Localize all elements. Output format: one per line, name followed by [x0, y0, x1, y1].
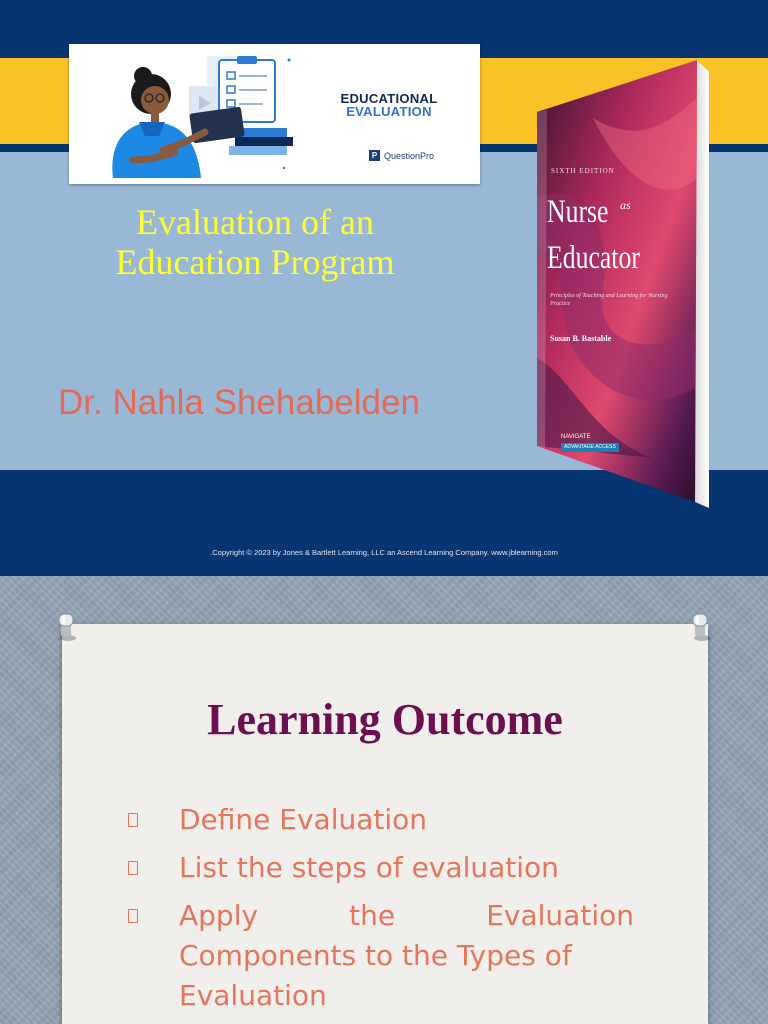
book-cover-art — [533, 58, 713, 510]
questionpro-brand — [369, 150, 434, 161]
book-title-as: as — [620, 198, 631, 212]
list-item — [124, 896, 634, 1016]
teacher-clipboard-illustration-icon — [79, 50, 309, 178]
slide-title — [40, 202, 470, 282]
pinned-card — [62, 624, 708, 1024]
navigate-badge — [561, 434, 619, 452]
bullet-box-icon — [128, 861, 138, 875]
pushpin-icon — [686, 610, 714, 642]
bullet-box-icon — [128, 909, 138, 923]
banner-title-line2: EVALUATION — [346, 104, 432, 119]
book-subtitle: Principles of Teaching and Learning for Nursing Practice — [550, 293, 668, 307]
slide-title-line1: Evaluation of an — [136, 202, 374, 242]
copyright-notice: .Copyright © 2023 by Jones & Bartlett Learning, LLC an Ascend Learning Company. www.jblearning.com — [210, 548, 558, 557]
banner-title-line1: EDUCATIONAL — [340, 91, 438, 106]
learning-outcome-title: Learning Outcome — [207, 695, 563, 744]
list-item-text: Define Evaluation — [179, 803, 428, 836]
navigate-label: NAVIGATE — [561, 434, 591, 440]
book-cover — [533, 58, 713, 515]
outcome-list — [124, 800, 634, 1024]
bullet-box-icon — [128, 813, 138, 827]
book-title-educator: Educator — [547, 240, 640, 276]
navigate-pill: ADVANTAGE ACCESS — [561, 443, 619, 452]
questionpro-logo-icon: P — [369, 150, 380, 161]
list-item-text-rest: Components to the Types of Evaluation — [179, 939, 572, 1012]
word-the: the — [349, 899, 396, 932]
author-name: Dr. Nahla Shehabelden — [58, 383, 420, 422]
learning-outcome-slide — [0, 576, 768, 1024]
list-item-text: List the steps of evaluation — [179, 851, 559, 884]
list-item — [124, 800, 634, 840]
pushpin-icon — [52, 610, 80, 642]
educational-evaluation-banner — [69, 44, 480, 184]
book-author: Susan B. Bastable — [550, 334, 612, 343]
slide-title-line2: Education Program — [115, 242, 395, 282]
list-item-text-line1 — [179, 896, 634, 936]
book-edition: SIXTH EDITION — [551, 167, 615, 175]
book-title-nurse: Nurse — [547, 194, 609, 230]
brand-name: QuestionPro — [384, 150, 435, 161]
word-evaluation: Evaluation — [486, 899, 634, 932]
banner-title — [309, 92, 469, 118]
word-apply: Apply — [179, 899, 259, 932]
list-item — [124, 848, 634, 888]
